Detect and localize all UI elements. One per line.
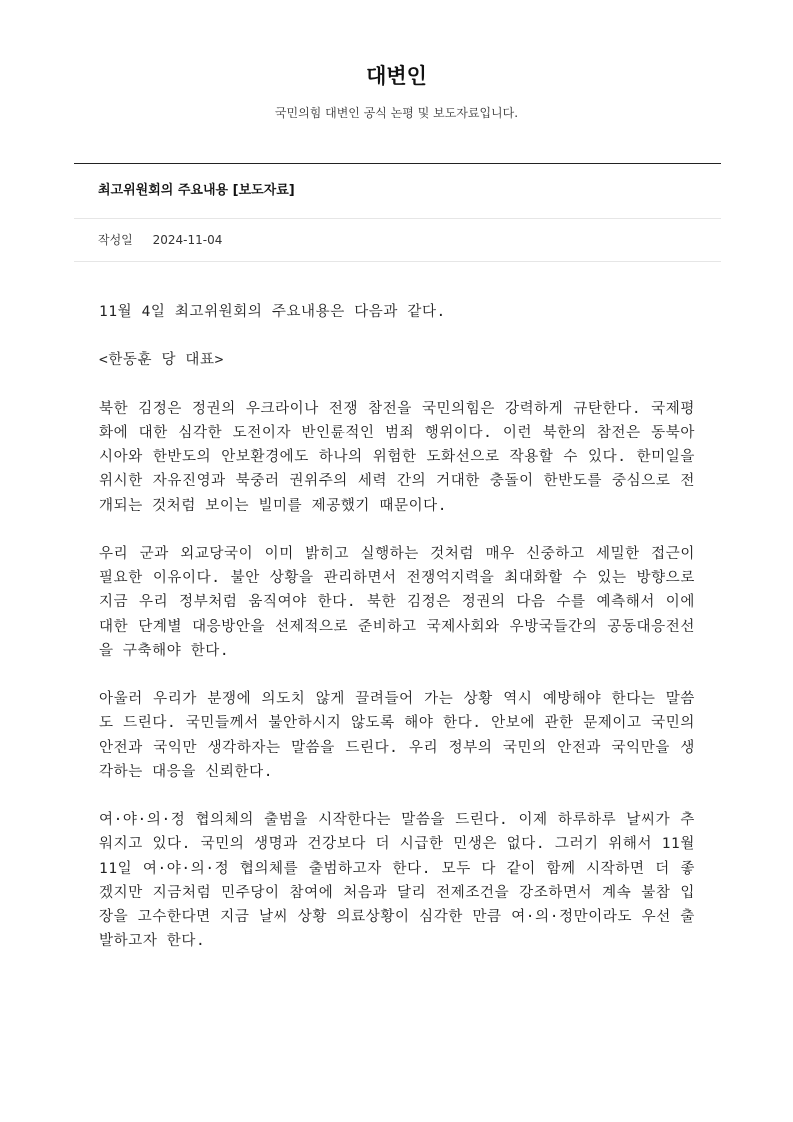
paragraph: 11월 4일 최고위원회의 주요내용은 다음과 같다.: [99, 304, 446, 320]
date-value: 2024-11-04: [152, 233, 223, 247]
site-title: 대변인: [366, 64, 427, 88]
article-meta: [74, 219, 721, 262]
site-header: [0, 0, 793, 122]
paragraph: 아울러 우리가 분쟁에 의도치 않게 끌려들어 가는 상황 역시 예방해야 한다는 말씀도 드린다. 국민들께서 불안하시지 않도록 해야 한다. 안보에 관한 문제이고 국민의 안전과 국익만 생각하자는 말씀을 드린다. 우리 정부의 국민의 안전과 국익만을 생각하는 대응을 신뢰한다.: [99, 691, 695, 780]
article-title: 최고위원회의 주요내용 [보도자료]: [74, 164, 721, 219]
site-subtitle: 국민의힘 대변인 공식 논평 및 보도자료입니다.: [274, 106, 519, 120]
paragraph: <한동훈 당 대표>: [99, 352, 224, 369]
article-header: [74, 163, 721, 262]
paragraph: 우리 군과 외교당국이 이미 밝히고 실행하는 것처럼 매우 신중하고 세밀한 접근이 필요한 이유이다. 불안 상황을 관리하면서 전쟁억지력을 최대화할 수 있는 방향으로 지금 우리 정부처럼 움직여야 한다. 북한 김정은 정권의 다음 수를 예측해서 이에 대한 단계별 대응방안을 선제적으로 준비하고 국제사회와 우방국들간의 공동대응전선을 구축해야 한다.: [99, 545, 695, 659]
paragraph: 여·야·의·정 협의체의 출범을 시작한다는 말씀을 드린다. 이제 하루하루 날씨가 추워지고 있다. 국민의 생명과 건강보다 더 시급한 민생은 없다. 그러기 위해서 11월 11일 여·야·의·정 협의체를 출범하고자 한다. 모두 다 같이 함께 시작하면 더 좋겠지만 지금처럼 민주당이 참여에 처음과 달리 전제조건을 강조하면서 계속 불참 입장을 고수한다면 지금 날씨 상황 의료상황이 심각한 만큼 여·의·정만이라도 우선 출발하고자 한다.: [99, 812, 695, 950]
article-body: [99, 300, 695, 978]
date-label: 작성일: [98, 233, 133, 247]
paragraph: 북한 김정은 정권의 우크라이나 전쟁 참전을 국민의힘은 강력하게 규탄한다. 국제평화에 대한 심각한 도전이자 반인륜적인 범죄 행위이다. 이런 북한의 참전은 동북아시아와 한반도의 안보환경에도 하나의 위험한 도화선으로 작용할 수 있다. 한미일을 위시한 자유진영과 북중러 권위주의 세력 간의 거대한 충돌이 한반도를 중심으로 전개되는 것처럼 보이는 빌미를 제공했기 때문이다.: [99, 400, 695, 514]
